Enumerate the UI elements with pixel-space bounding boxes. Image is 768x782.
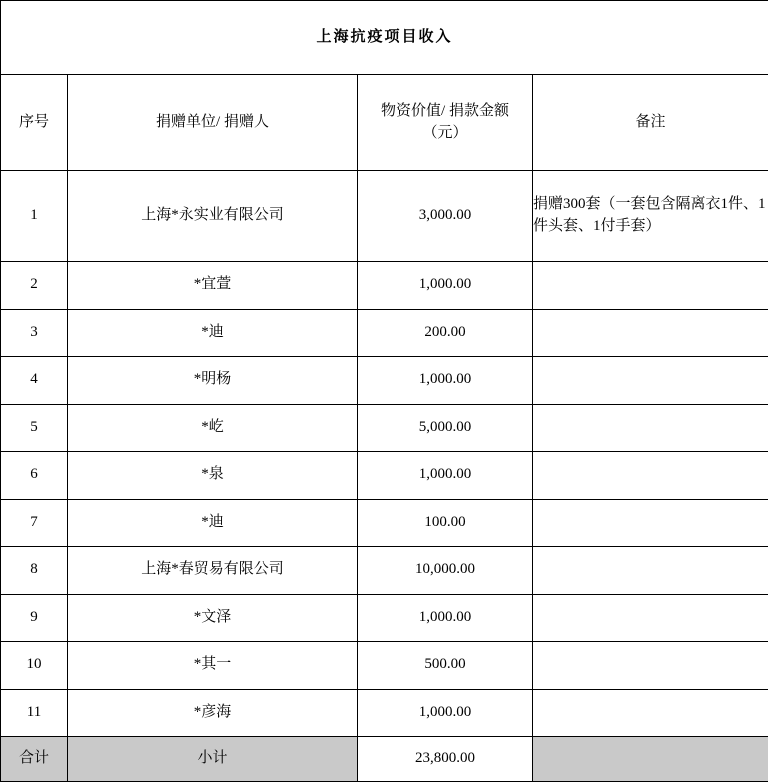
cell-donor: *明杨 <box>68 357 358 405</box>
cell-donor: *文泽 <box>68 594 358 642</box>
total-row <box>1 737 768 782</box>
table-header-row <box>1 75 768 171</box>
cell-index: 9 <box>1 594 68 642</box>
cell-note: 捐赠300套（一套包含隔离衣1件、1件头套、1付手套） <box>533 171 768 262</box>
cell-amount: 500.00 <box>358 642 533 690</box>
cell-amount: 3,000.00 <box>358 171 533 262</box>
cell-note <box>533 404 768 452</box>
column-header-index: 序号 <box>1 75 68 171</box>
cell-note <box>533 262 768 310</box>
table-row <box>1 499 768 547</box>
table-row <box>1 262 768 310</box>
cell-note <box>533 547 768 595</box>
cell-index: 6 <box>1 452 68 500</box>
cell-donor: *宜萱 <box>68 262 358 310</box>
total-amount: 23,800.00 <box>358 737 533 782</box>
cell-amount: 100.00 <box>358 499 533 547</box>
cell-amount: 5,000.00 <box>358 404 533 452</box>
table-row <box>1 642 768 690</box>
cell-donor: *迪 <box>68 309 358 357</box>
cell-index: 4 <box>1 357 68 405</box>
cell-index: 2 <box>1 262 68 310</box>
cell-index: 8 <box>1 547 68 595</box>
cell-amount: 1,000.00 <box>358 452 533 500</box>
cell-note <box>533 642 768 690</box>
cell-donor: 上海*春贸易有限公司 <box>68 547 358 595</box>
column-header-amount-line2: （元） <box>358 123 532 145</box>
cell-amount: 1,000.00 <box>358 357 533 405</box>
cell-note <box>533 357 768 405</box>
cell-index: 7 <box>1 499 68 547</box>
cell-donor: *屹 <box>68 404 358 452</box>
cell-index: 11 <box>1 689 68 737</box>
table-row <box>1 309 768 357</box>
cell-amount: 1,000.00 <box>358 689 533 737</box>
table-row <box>1 689 768 737</box>
table-row <box>1 452 768 500</box>
cell-donor: *迪 <box>68 499 358 547</box>
cell-donor: 上海*永实业有限公司 <box>68 171 358 262</box>
cell-index: 5 <box>1 404 68 452</box>
cell-note <box>533 689 768 737</box>
table-row <box>1 357 768 405</box>
cell-note <box>533 594 768 642</box>
cell-amount: 10,000.00 <box>358 547 533 595</box>
column-header-amount-line1: 物资价值/ 捐款金额 <box>358 101 532 123</box>
table-row <box>1 404 768 452</box>
cell-note <box>533 452 768 500</box>
table-row <box>1 594 768 642</box>
total-note <box>533 737 768 782</box>
cell-donor: *泉 <box>68 452 358 500</box>
cell-amount: 1,000.00 <box>358 594 533 642</box>
cell-amount: 200.00 <box>358 309 533 357</box>
cell-note <box>533 499 768 547</box>
column-header-amount <box>358 75 533 171</box>
total-label: 合计 <box>1 737 68 782</box>
cell-donor: *其一 <box>68 642 358 690</box>
document-title: 上海抗疫项目收入 <box>1 1 768 75</box>
column-header-donor: 捐赠单位/ 捐赠人 <box>68 75 358 171</box>
cell-donor: *彦海 <box>68 689 358 737</box>
cell-index: 1 <box>1 171 68 262</box>
total-subtotal-label: 小计 <box>68 737 358 782</box>
cell-amount: 1,000.00 <box>358 262 533 310</box>
column-header-note: 备注 <box>533 75 768 171</box>
title-row <box>1 1 768 75</box>
cell-index: 3 <box>1 309 68 357</box>
cell-note <box>533 309 768 357</box>
table-row <box>1 547 768 595</box>
table-row <box>1 171 768 262</box>
cell-index: 10 <box>1 642 68 690</box>
